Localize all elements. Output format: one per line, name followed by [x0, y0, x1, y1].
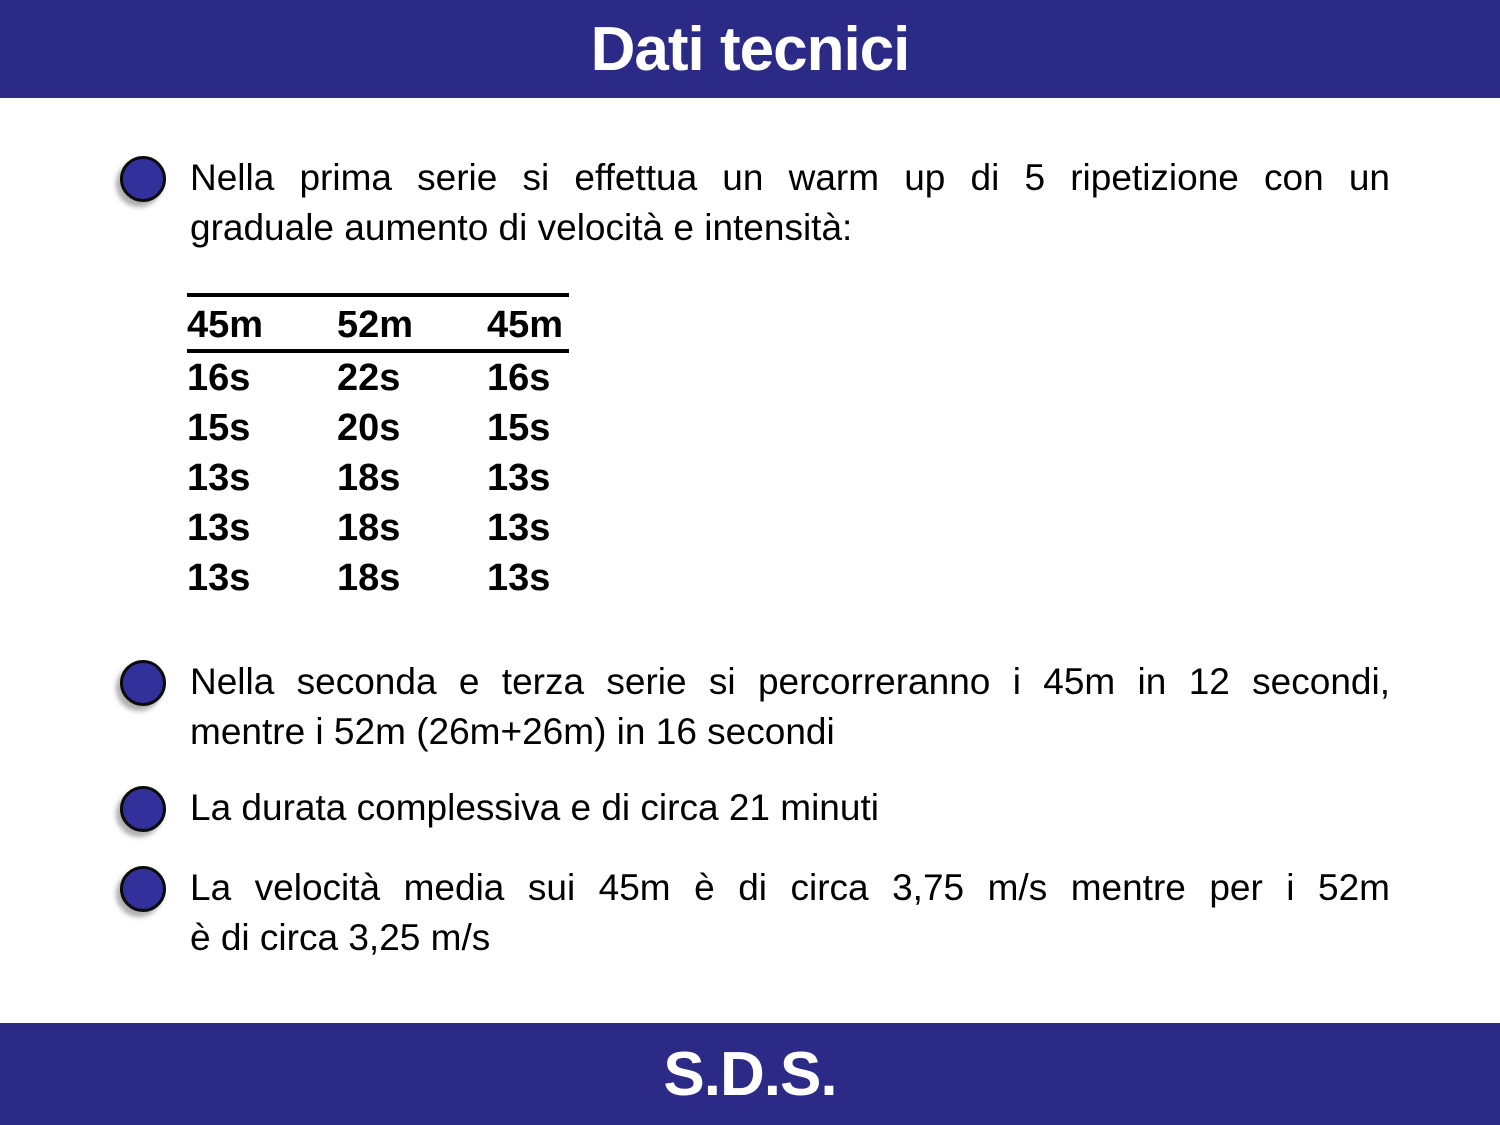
table-header-cell: 45m — [187, 295, 337, 351]
table-cell: 13s — [487, 506, 551, 549]
bullet-line: La velocità media sui 45m è di circa 3,75 m/s mentre per i 52m — [190, 867, 1390, 908]
slide-title: Dati tecnici — [590, 14, 910, 84]
bullet-circle-icon — [120, 156, 166, 202]
bullet-text-duration — [190, 783, 1390, 833]
table-cell: 13s — [487, 556, 551, 599]
bullet-item-series — [120, 657, 1390, 757]
table-cell: 20s — [337, 406, 401, 449]
bullet-line: La durata complessiva e di circa 21 minuti — [190, 787, 879, 828]
footer-label: S.D.S. — [663, 1039, 837, 1109]
table-cell: 13s — [187, 506, 251, 549]
times-table-header — [187, 295, 569, 351]
bullet-text-warmup — [190, 153, 1390, 253]
table-cell: 15s — [487, 406, 551, 449]
table-row — [187, 351, 569, 403]
bullet-item-warmup — [120, 153, 1390, 253]
table-cell: 15s — [187, 406, 251, 449]
bullet-text-speed — [190, 863, 1390, 963]
table-cell: 13s — [187, 456, 251, 499]
bullet-line: è di circa 3,25 m/s — [190, 917, 491, 958]
table-cell: 22s — [337, 356, 401, 399]
bullet-item-speed — [120, 863, 1390, 963]
table-header-cell: 52m — [337, 295, 487, 351]
bullet-line: graduale aumento di velocità e intensità: — [190, 207, 853, 248]
table-row — [187, 553, 569, 603]
table-header-cell: 45m — [487, 295, 569, 351]
bullet-line: mentre i 52m (26m+26m) in 16 secondi — [190, 711, 835, 752]
table-row — [187, 403, 569, 453]
table-cell: 13s — [487, 456, 551, 499]
table-cell: 16s — [187, 356, 251, 399]
table-row — [187, 503, 569, 553]
bullet-line: Nella seconda e terza serie si percorreranno i 45m in 12 secondi, — [190, 661, 1390, 702]
bullet-item-duration — [120, 783, 1390, 833]
footer-banner — [0, 1023, 1500, 1125]
table-cell: 18s — [337, 506, 401, 549]
table-cell: 18s — [337, 456, 401, 499]
bullet-line: Nella prima serie si effettua un warm up di 5 ripetizione con un — [190, 157, 1390, 198]
times-table — [187, 293, 569, 603]
title-banner — [0, 0, 1500, 98]
bullet-text-series — [190, 657, 1390, 757]
bullet-circle-icon — [120, 866, 166, 912]
bullet-circle-icon — [120, 660, 166, 706]
table-cell: 13s — [187, 556, 251, 599]
table-header-row — [187, 295, 569, 351]
table-cell: 18s — [337, 556, 401, 599]
table-row — [187, 453, 569, 503]
table-cell: 16s — [487, 356, 551, 399]
slide-body — [120, 98, 1390, 1023]
bullet-circle-icon — [120, 786, 166, 832]
